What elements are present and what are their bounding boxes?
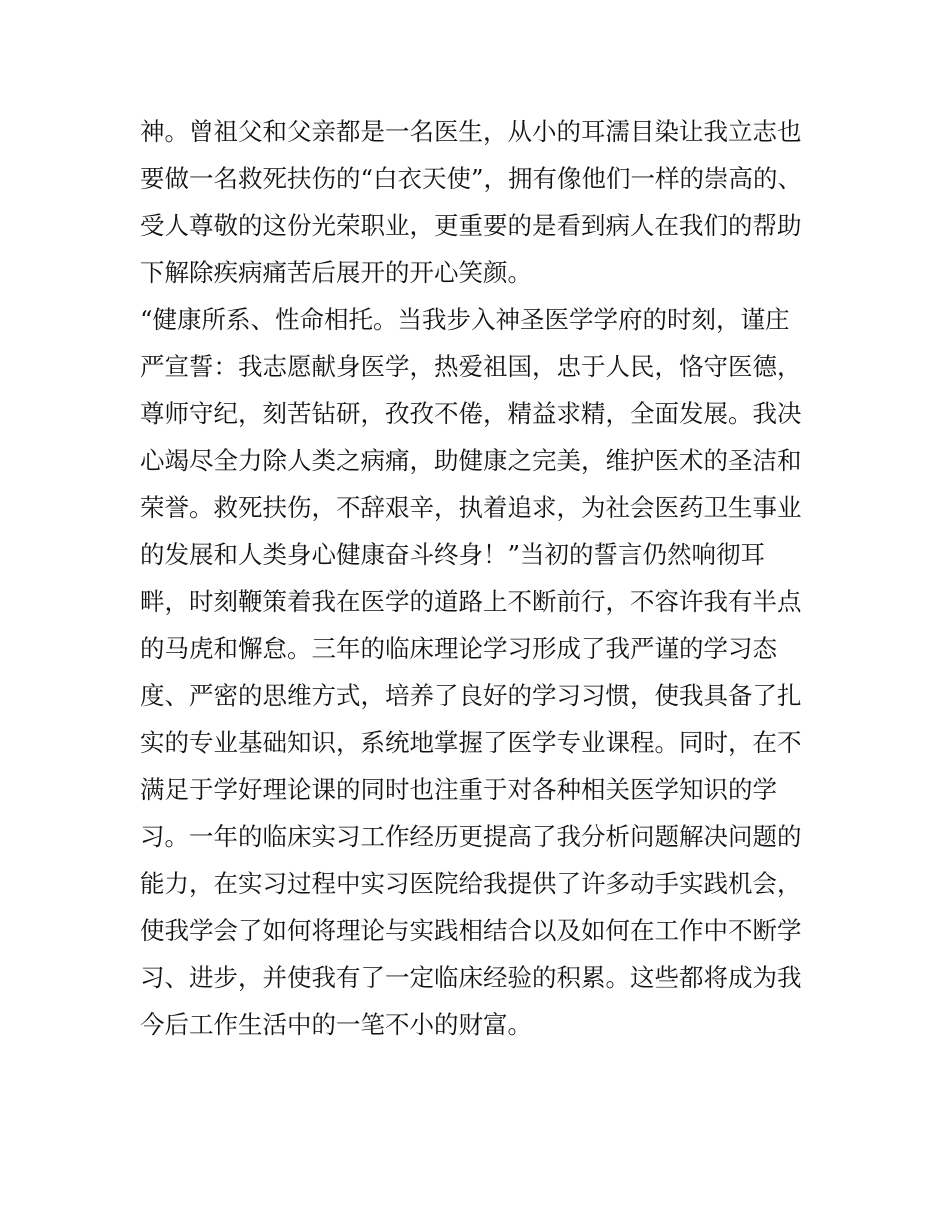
body-text: [140, 108, 820, 1048]
text-line: 心竭尽全力除人类之病痛，助健康之完美，维护医术的圣洁和: [140, 446, 802, 475]
text-line: 的发展和人类身心健康奋斗终身！”当初的誓言仍然响彻耳: [140, 540, 766, 569]
text-line: “健康所系、性命相托。当我步入神圣医学学府的时刻，谨庄: [140, 305, 790, 334]
text-line: 下解除疾病痛苦后展开的开心笑颜。: [140, 258, 532, 287]
text-line: 畔，时刻鞭策着我在医学的道路上不断前行，不容许我有半点: [140, 587, 802, 616]
text-line: 满足于学好理论课的同时也注重于对各种相关医学知识的学: [140, 775, 777, 804]
text-line: 今后工作生活中的一笔不小的财富。: [140, 1010, 532, 1039]
text-line: 使我学会了如何将理论与实践相结合以及如何在工作中不断学: [140, 916, 802, 945]
text-line: 受人尊敬的这份光荣职业，更重要的是看到病人在我们的帮助: [140, 211, 802, 240]
text-line: 度、严密的思维方式，培养了良好的学习习惯，使我具备了扎: [140, 681, 802, 710]
text-line: 习。一年的临床实习工作经历更提高了我分析问题解决问题的: [140, 822, 802, 851]
text-line: 神。曾祖父和父亲都是一名医生，从小的耳濡目染让我立志也: [140, 117, 802, 146]
text-line: 的马虎和懈怠。三年的临床理论学习形成了我严谨的学习态: [140, 634, 777, 663]
text-line: 实的专业基础知识，系统地掌握了医学专业课程。同时，在不: [140, 728, 802, 757]
text-line: 能力，在实习过程中实习医院给我提供了许多动手实践机会，: [140, 869, 802, 898]
text-line: 要做一名救死扶伤的“白衣天使”，拥有像他们一样的崇高的、: [140, 164, 803, 193]
text-line: 习、进步，并使我有了一定临床经验的积累。这些都将成为我: [140, 963, 802, 992]
text-line: 严宣誓：我志愿献身医学，热爱祖国，忠于人民，恪守医德，: [140, 352, 802, 381]
text-line: 尊师守纪，刻苦钻研，孜孜不倦，精益求精，全面发展。我决: [140, 399, 802, 428]
text-line: 荣誉。救死扶伤，不辞艰辛，执着追求，为社会医药卫生事业: [140, 493, 802, 522]
